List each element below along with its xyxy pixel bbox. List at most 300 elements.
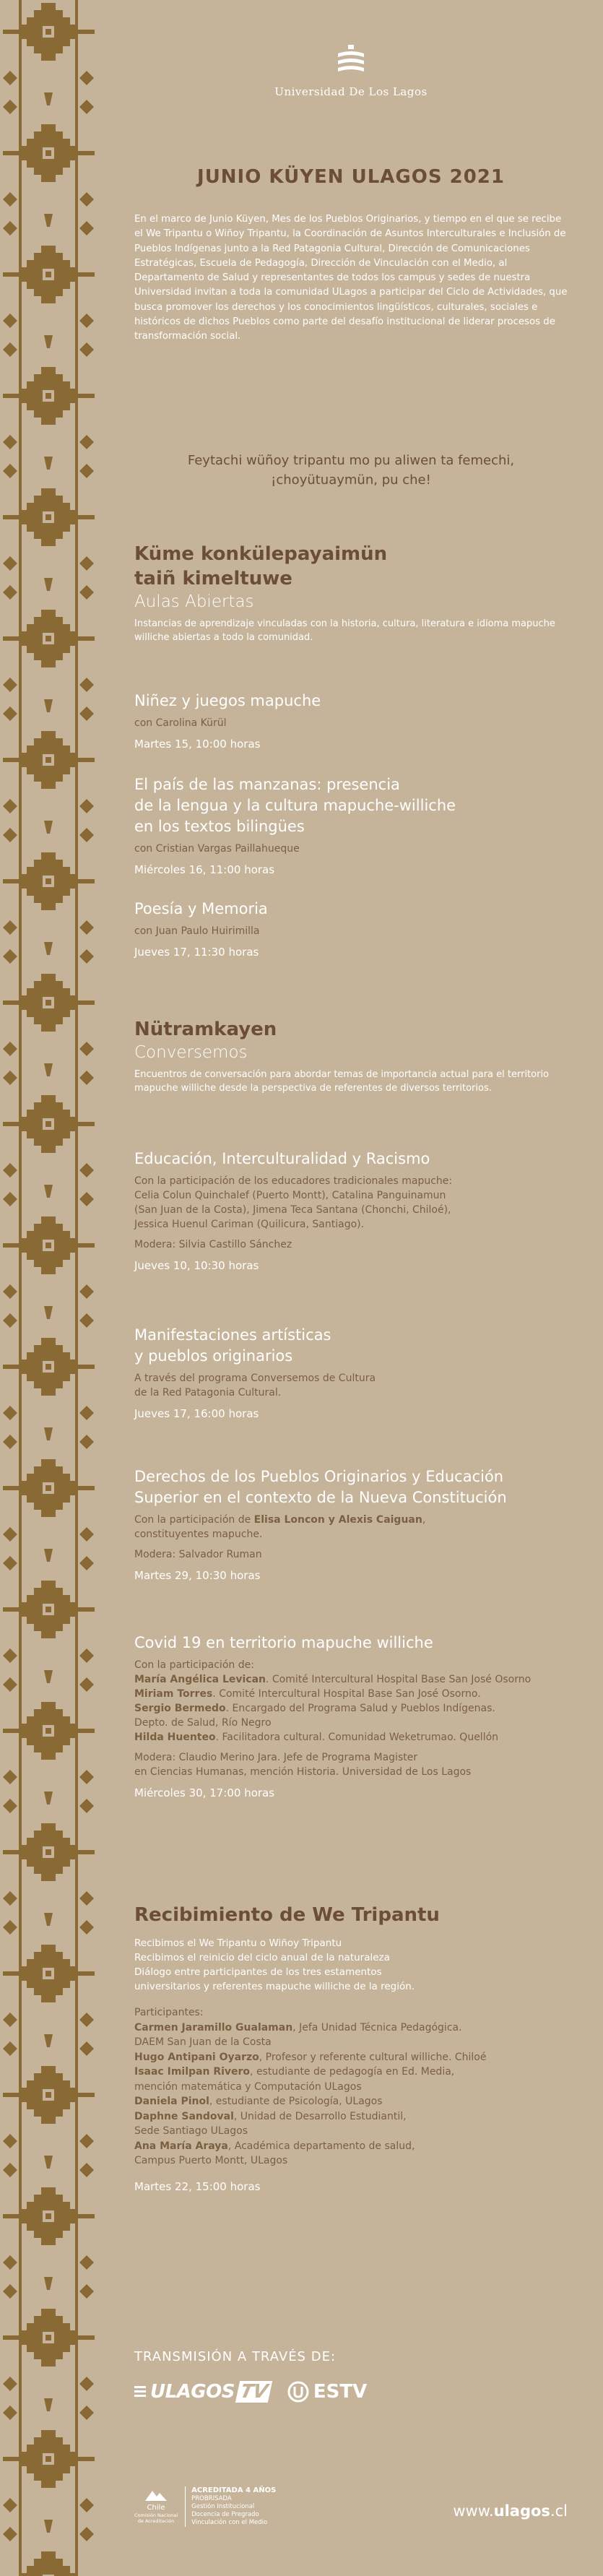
band-motif — [3, 100, 17, 114]
event-derechos-pueblos — [134, 1466, 568, 1583]
event-title — [134, 1466, 568, 1508]
event-title: Covid 19 en territorio mapuche williche — [134, 1634, 433, 1651]
band-motif — [19, 2551, 77, 2576]
band-motif — [79, 1071, 94, 1085]
band-motif — [79, 706, 94, 721]
band-motif — [44, 942, 53, 955]
band-motif — [79, 464, 94, 478]
event-title: Poesía y Memoria — [134, 900, 268, 917]
band-motif — [19, 0, 22, 2576]
uestv-logo[interactable] — [287, 2381, 367, 2403]
participants-names: Elisa Loncon y Alexis Caiguan — [253, 1514, 422, 1526]
accreditation-line: PROBRISADA — [191, 2495, 232, 2502]
band-motif — [79, 1313, 94, 1328]
participant — [134, 2124, 568, 2139]
band-motif — [45, 514, 51, 520]
band-motif — [79, 1770, 94, 1784]
event-title-line: Derechos de los Pueblos Originarios y Educación — [134, 1468, 504, 1485]
salutation-line-1: Feytachi wüñoy tripantu mo pu aliwen ta femechi, — [187, 453, 515, 468]
band-motif — [3, 1556, 17, 1570]
participant — [134, 1687, 568, 1701]
band-motif — [45, 1728, 51, 1734]
participant-name: Ana María Araya — [134, 2140, 228, 2152]
event-poesia-memoria — [134, 899, 568, 960]
band-motif — [3, 30, 20, 34]
band-motif — [3, 1192, 17, 1206]
participant-name: Hilda Huenteo — [134, 1732, 216, 1743]
band-motif — [77, 1729, 95, 1733]
event-date: Jueves 17, 16:00 horas — [134, 1407, 259, 1420]
band-motif — [45, 1485, 51, 1491]
mapuche-salutation — [134, 451, 568, 490]
participant-name: Hugo Antipani Oyarzo — [134, 2051, 259, 2063]
page-title: JUNIO KÜYEN ULAGOS 2021 — [197, 166, 505, 188]
band-motif — [45, 150, 51, 156]
participant-role: , Académica departamento de salud, — [227, 2140, 415, 2152]
cna-logo-line: Chile — [147, 2504, 165, 2512]
band-motif — [77, 1122, 95, 1126]
band-motif — [45, 2335, 51, 2341]
cna-mountain-icon — [145, 2489, 167, 2501]
band-motif — [75, 0, 78, 2576]
participant-role: Campus Puerto Montt, ULagos — [134, 2155, 288, 2166]
participant-role: . Facilitadora cultural. Comunidad Weketrumao. Quellón — [215, 1732, 499, 1743]
band-motif — [45, 1364, 51, 1370]
section-we-tripantu — [134, 1903, 568, 2195]
band-motif — [77, 1243, 95, 1248]
band-motif — [45, 1121, 51, 1127]
participant-role: . Encargado del Programa Salud y Pueblos Indígenas. — [225, 1703, 495, 1714]
band-motif — [3, 1648, 17, 1663]
transmission-channels — [134, 2381, 367, 2403]
band-motif — [3, 464, 17, 478]
band-motif — [3, 2214, 20, 2218]
participant — [134, 2139, 568, 2154]
uestv-circle-icon — [287, 2381, 309, 2403]
band-motif — [3, 515, 20, 519]
band-motif — [79, 2013, 94, 2027]
transmission-label: TRANSMISIÓN A TRAVÉS DE: — [134, 2349, 337, 2364]
salutation-line-2: ¡choyütuaymün, pu che! — [271, 472, 431, 488]
band-motif — [45, 636, 51, 641]
event-title-line: Superior en el contexto de la Nueva Constitución — [134, 1489, 507, 1506]
band-motif — [3, 1163, 17, 1177]
participant-name: Daniela Pinol — [134, 2096, 209, 2107]
event-title-line: El país de las manzanas: presencia — [134, 776, 400, 793]
band-motif — [79, 1556, 94, 1570]
band-motif — [45, 1607, 51, 1612]
footer — [134, 2486, 568, 2527]
band-motif — [3, 879, 20, 883]
band-motif — [77, 1000, 95, 1005]
participant — [134, 2153, 568, 2169]
band-motif — [45, 1971, 51, 1976]
participant-name: Isaac Imilpan Rivero — [134, 2066, 251, 2078]
participant-role: Depto. de Salud, Río Negro — [134, 1717, 272, 1729]
section-subtitle: Conversemos — [134, 1043, 248, 1062]
band-motif — [77, 151, 95, 155]
body-line: universitarios y referentes mapuche williche de la región. — [134, 1981, 415, 1992]
band-motif — [79, 314, 94, 328]
event-date: Martes 15, 10:00 horas — [134, 738, 261, 751]
band-motif — [77, 2335, 95, 2340]
event-title — [134, 1325, 568, 1367]
band-motif — [44, 1063, 53, 1076]
band-motif — [3, 2163, 17, 2177]
accreditation-line: Docencia de Pregrado — [191, 2511, 259, 2518]
band-motif — [79, 435, 94, 449]
participants-line: A través del programa Conversemos de Cultura — [134, 1373, 376, 1384]
band-motif — [45, 29, 51, 35]
band-motif — [3, 314, 17, 328]
event-host: con Cristian Vargas Paillahueque — [134, 843, 300, 855]
band-motif — [44, 578, 53, 591]
band-motif — [79, 2255, 94, 2270]
section-aulas-abiertas — [134, 542, 568, 644]
accreditation-years: ACREDITADA 4 AÑOS — [191, 2486, 277, 2494]
band-motif — [3, 920, 17, 935]
event-moderator: Modera: Silvia Castillo Sánchez — [134, 1239, 292, 1250]
band-motif — [44, 457, 53, 470]
band-motif — [77, 30, 95, 34]
participant-role: DAEM San Juan de la Costa — [134, 2036, 272, 2048]
participants-intro: Con la participación de: — [134, 1659, 254, 1671]
band-motif — [44, 1670, 53, 1683]
band-motif — [3, 706, 17, 721]
website-domain: ulagos — [493, 2502, 550, 2520]
event-participants — [134, 1658, 568, 1745]
band-motif — [3, 1243, 20, 1248]
band-motif — [3, 2377, 17, 2391]
band-motif — [45, 393, 51, 399]
university-logo — [134, 45, 568, 98]
participant-role: . Comité Intercultural Hospital Base San José Osorno — [266, 1674, 532, 1685]
band-motif — [3, 799, 17, 813]
participants-label: Participantes: — [134, 2007, 204, 2018]
decorative-pattern-band — [0, 0, 97, 2576]
channel-2-name: ESTV — [313, 2381, 368, 2403]
band-motif — [44, 1791, 53, 1805]
website-link[interactable] — [453, 2502, 568, 2520]
section-conversemos — [134, 1017, 568, 1095]
band-motif — [44, 2398, 53, 2411]
band-motif — [79, 1406, 94, 1420]
band-motif — [44, 821, 53, 834]
band-motif — [3, 2527, 17, 2541]
participants-line: Celia Colun Quinchalef (Puerto Montt), Catalina Panguinamun — [134, 1190, 446, 1201]
participant-name: Sergio Bermedo — [134, 1703, 226, 1714]
band-motif — [3, 1313, 17, 1328]
band-motif — [3, 1770, 17, 1784]
band-motif — [3, 192, 17, 207]
band-motif — [3, 1799, 17, 1813]
band-motif — [44, 2520, 53, 2533]
participant — [134, 2065, 568, 2080]
participant-role: , Unidad de Desarrollo Estudiantil, — [233, 2110, 407, 2122]
band-motif — [3, 678, 17, 692]
band-motif — [77, 1365, 95, 1369]
band-motif — [3, 71, 17, 85]
band-motif — [3, 1920, 17, 1935]
band-motif — [79, 1648, 94, 1663]
band-motif — [3, 1677, 17, 1692]
participants-list — [134, 2005, 568, 2169]
band-motif — [3, 342, 17, 357]
participants-suffix: , — [422, 1514, 426, 1526]
band-motif — [3, 272, 20, 277]
participant-name: María Angélica Levican — [134, 1674, 266, 1685]
band-motif — [44, 214, 53, 227]
band-motif — [3, 828, 17, 842]
band-motif — [77, 1850, 95, 1854]
event-title-line: y pueblos originarios — [134, 1347, 293, 1365]
section-description: Encuentros de conversación para abordar temas de importancia actual para el territorio mapuche williche desde la perspectiva de referentes de diversos territorios. — [134, 1069, 550, 1094]
participant — [134, 2080, 568, 2095]
website-prefix: www. — [453, 2502, 494, 2520]
band-motif — [79, 678, 94, 692]
section-title — [134, 542, 568, 591]
event-covid-19 — [134, 1633, 568, 1801]
participant — [134, 1672, 568, 1687]
band-motif — [79, 1527, 94, 1542]
accreditation-text — [185, 2486, 276, 2527]
event-title: Educación, Interculturalidad y Racismo — [134, 1150, 430, 1167]
band-motif — [79, 799, 94, 813]
band-motif — [79, 2377, 94, 2391]
event-host: con Carolina Kürül — [134, 717, 227, 729]
band-motif — [79, 1042, 94, 1056]
participant — [134, 2109, 568, 2125]
band-motif — [44, 2034, 53, 2047]
band-motif — [3, 636, 20, 641]
participants-line: (San Juan de la Costa), Jimena Teca Santana (Chonchi, Chiloé), — [134, 1204, 451, 1216]
event-moderator — [134, 1750, 568, 1779]
event-host: con Juan Paulo Huirimilla — [134, 925, 260, 937]
section-body — [134, 1936, 568, 1994]
section-title: Recibimiento de We Tripantu — [134, 1904, 440, 1926]
participant-name: Daphne Sandoval — [134, 2110, 234, 2122]
ulagos-mark-icon — [134, 2385, 147, 2399]
participant-name: Miriam Torres — [134, 1688, 213, 1700]
event-date: Martes 22, 15:00 horas — [134, 2179, 261, 2193]
participants-line — [134, 1513, 568, 1527]
band-motif — [79, 2163, 94, 2177]
band-motif — [45, 2456, 51, 2462]
band-motif — [3, 1729, 20, 1733]
band-motif — [44, 1185, 53, 1198]
band-motif — [77, 394, 95, 398]
band-motif — [79, 2406, 94, 2420]
band-motif — [79, 585, 94, 600]
band-motif — [3, 1284, 17, 1299]
event-title: Niñez y juegos mapuche — [134, 692, 321, 709]
band-motif — [3, 2335, 20, 2340]
band-motif — [3, 1850, 20, 1854]
section-title-line-1: Küme konkülepayaimün — [134, 543, 388, 565]
band-motif — [3, 1435, 17, 1449]
participant — [134, 2035, 568, 2050]
band-motif — [79, 1920, 94, 1935]
band-motif — [45, 2092, 51, 2098]
cna-logo — [134, 2489, 178, 2524]
band-motif — [45, 757, 51, 763]
band-motif — [77, 1486, 95, 1490]
section-subtitle: Aulas Abiertas — [134, 592, 254, 611]
event-title — [134, 774, 568, 837]
band-motif — [45, 1242, 51, 1248]
event-pais-manzanas — [134, 774, 568, 878]
cna-logo-line: de Acreditación — [137, 2518, 175, 2524]
event-date: Martes 29, 10:30 horas — [134, 1569, 261, 1582]
band-motif — [79, 556, 94, 571]
band-motif — [44, 2156, 53, 2169]
channel-1-name: ULAGOS — [150, 2381, 235, 2403]
band-motif — [3, 2457, 20, 2461]
band-motif — [3, 1071, 17, 1085]
section-description: Instancias de aprendizaje vinculadas con la historia, cultura, literatura e idioma mapuche williche abiertas a todo la comunidad. — [134, 618, 555, 643]
band-motif — [3, 2284, 17, 2299]
band-motif — [3, 949, 17, 964]
band-motif — [3, 2093, 20, 2097]
cna-logo-line: Comisión Nacional — [134, 2512, 178, 2518]
band-motif — [3, 2498, 17, 2512]
event-date: Miércoles 30, 17:00 horas — [134, 1786, 275, 1799]
band-motif — [79, 1799, 94, 1813]
band-motif — [77, 2457, 95, 2461]
event-title-line: en los textos bilingües — [134, 818, 305, 835]
event-manifestaciones-artisticas — [134, 1325, 568, 1422]
participant-role: , estudiante de pedagogía en Ed. Media, — [250, 2066, 455, 2078]
body-line: Diálogo entre participantes de los tres estamentos — [134, 1966, 382, 1978]
band-motif — [79, 2134, 94, 2148]
event-date: Jueves 10, 10:30 horas — [134, 1259, 259, 1272]
band-motif — [77, 1607, 95, 1612]
event-ninez-juegos — [134, 691, 568, 752]
participant-name: Carmen Jaramillo Gualaman — [134, 2021, 293, 2033]
ulagos-tv-logo[interactable] — [134, 2381, 270, 2403]
band-motif — [3, 1042, 17, 1056]
participant — [134, 2094, 568, 2109]
participant-role: Sede Santiago ULagos — [134, 2125, 248, 2137]
participant-role: , Profesor y referente cultural williche. Chiloé — [259, 2051, 487, 2063]
body-line: Recibimos el reinicio del ciclo anual de la naturaleza — [134, 1952, 390, 1963]
event-title-line: Manifestaciones artísticas — [134, 1326, 331, 1344]
participant — [134, 2050, 568, 2065]
event-participants — [134, 1513, 568, 1542]
channel-1-tv-badge: TV — [235, 2381, 272, 2403]
participant-role: , Jefa Unidad Técnica Pedagógica. — [292, 2021, 462, 2033]
band-motif — [3, 1891, 17, 1906]
intro-paragraph: En el marco de Junio Küyen, Mes de los Pueblos Originarios, y tiempo en el que se recibe el We Tripantu o Wiñoy Tripantu, la Coordinación de Asuntos Interculturales e Inclusión de Pueblos Indígenas junto a la Red Patagonia Cultural, Dirección de Comunicaciones Estratégicas, Escuela de Pedagogía, Dirección de Vinculación con el Medio, al Departamento de Salud y representantes de todos los campus y sedes de nuestra Universidad invitan a toda la comunidad ULagos a participar del Ciclo de Actividades, que busca promover los derechos y los conocimientos lingüísticos, culturales, sociales e históricos de dichos Pueblos como parte del desafío institucional de liderar procesos de transformación social. — [134, 214, 568, 342]
band-motif — [77, 636, 95, 641]
band-motif — [44, 335, 53, 348]
participant — [134, 1701, 568, 1716]
participant — [134, 1730, 568, 1745]
band-motif — [77, 758, 95, 762]
band-motif — [3, 221, 17, 235]
event-date: Miércoles 16, 11:00 horas — [134, 863, 275, 876]
band-motif — [3, 151, 20, 155]
section-title: Nütramkayen — [134, 1019, 277, 1040]
section-title-line-2: taiñ kimeltuwe — [134, 568, 292, 589]
band-motif — [79, 2498, 94, 2512]
band-motif — [79, 920, 94, 935]
band-motif — [44, 1913, 53, 1926]
band-motif — [3, 1971, 20, 1976]
band-motif — [77, 2214, 95, 2218]
participants-line: Con la participación de los educadores tradicionales mapuche: — [134, 1175, 453, 1187]
band-motif — [79, 2041, 94, 2056]
band-motif — [77, 515, 95, 519]
band-motif — [3, 435, 17, 449]
band-motif — [77, 2093, 95, 2097]
band-motif — [3, 394, 20, 398]
band-motif — [45, 2213, 51, 2219]
band-motif — [79, 71, 94, 85]
band-motif — [79, 949, 94, 964]
participant-role: , estudiante de Psicología, ULagos — [209, 2096, 383, 2107]
band-motif — [79, 100, 94, 114]
band-motif — [3, 585, 17, 600]
participants-line: Jessica Huenul Cariman (Quilicura, Santiago). — [134, 1219, 365, 1230]
band-motif — [44, 1427, 53, 1440]
website-suffix: .cl — [550, 2502, 568, 2520]
band-motif — [79, 1891, 94, 1906]
band-motif — [3, 1000, 20, 1005]
band-motif — [3, 2134, 17, 2148]
participants-line: constituyentes mapuche. — [134, 1529, 263, 1540]
accreditation-line: Gestión Institucional — [191, 2503, 255, 2510]
band-motif — [79, 828, 94, 842]
band-motif — [3, 1486, 20, 1490]
band-motif — [3, 2406, 17, 2420]
band-motif — [79, 221, 94, 235]
band-motif — [44, 1306, 53, 1319]
body-line: Recibimos el We Tripantu o Wiñoy Tripantu — [134, 1937, 342, 1949]
participant-role: . Comité Intercultural Hospital Base San José Osorno. — [212, 1688, 481, 1700]
band-motif — [79, 1677, 94, 1692]
band-motif — [79, 1192, 94, 1206]
band-motif — [79, 1163, 94, 1177]
band-motif — [3, 1607, 20, 1612]
band-motif — [3, 2255, 17, 2270]
event-moderator: Modera: Salvador Ruman — [134, 1549, 262, 1560]
participant — [134, 2020, 568, 2036]
band-motif — [3, 1527, 17, 1542]
band-motif — [45, 272, 51, 277]
event-educacion-interculturalidad — [134, 1149, 568, 1274]
band-motif — [79, 2284, 94, 2299]
band-motif — [45, 1000, 51, 1006]
accreditation-line: Vinculación con el Medio — [191, 2519, 268, 2526]
participant — [134, 1716, 568, 1730]
band-motif — [77, 879, 95, 883]
band-motif — [3, 2013, 17, 2027]
band-motif — [77, 1971, 95, 1976]
band-motif — [3, 1122, 20, 1126]
band-motif — [79, 1284, 94, 1299]
band-motif — [3, 758, 20, 762]
band-motif — [79, 342, 94, 357]
band-motif — [77, 272, 95, 277]
band-motif — [79, 1435, 94, 1449]
band-motif — [45, 1849, 51, 1855]
band-motif — [3, 1406, 17, 1420]
band-motif — [44, 2277, 53, 2290]
event-participants — [134, 1174, 568, 1232]
event-date: Jueves 17, 11:30 horas — [134, 946, 259, 959]
band-motif — [44, 92, 53, 105]
